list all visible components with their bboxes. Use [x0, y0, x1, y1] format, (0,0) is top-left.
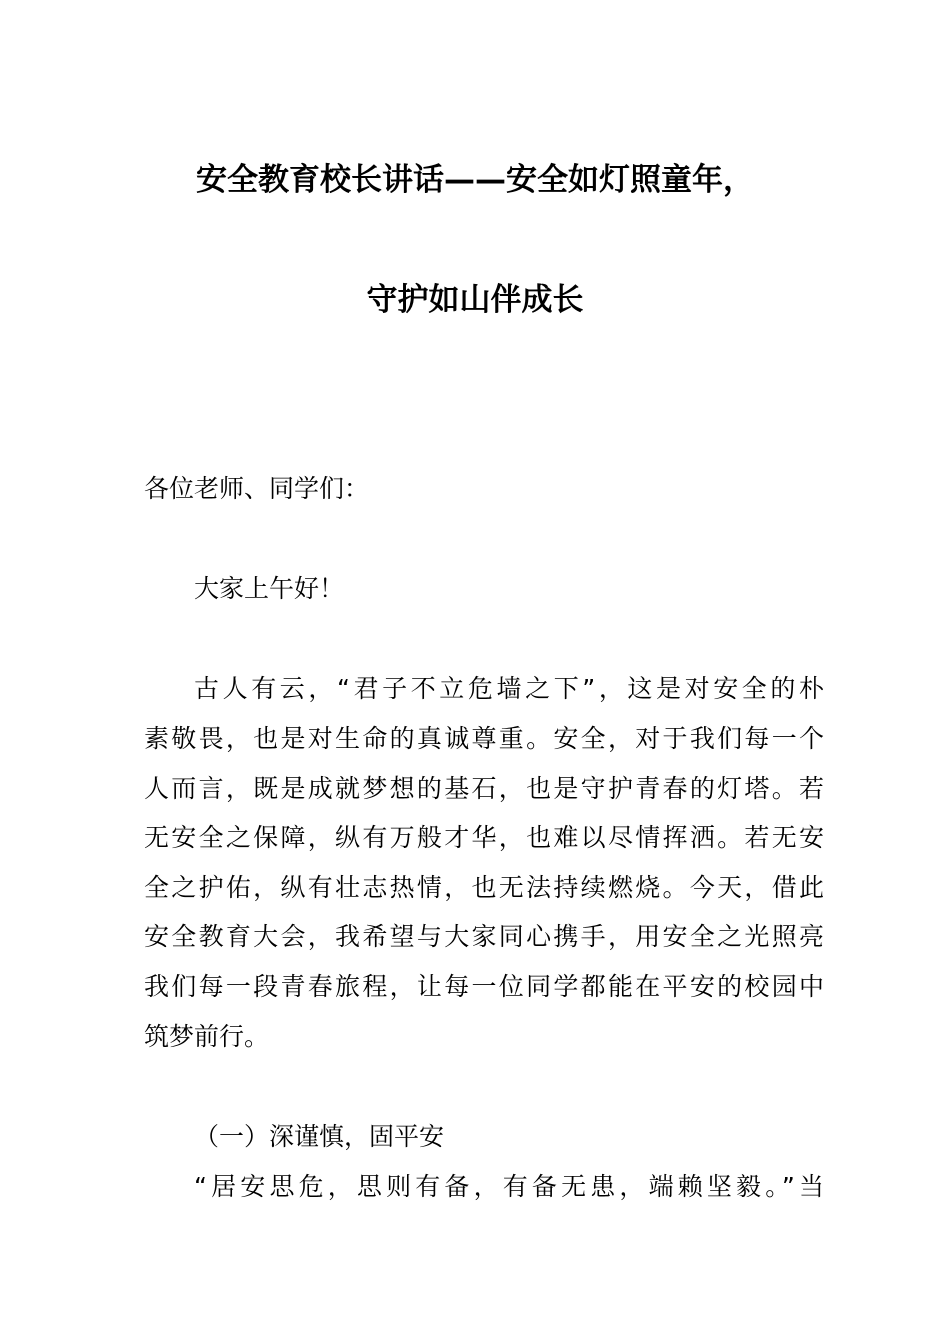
paragraph-line: 筑梦前行。: [144, 1022, 270, 1051]
paragraph-line: 全之护佑，纵有壮志热情，也无法持续燃烧。今天，借此: [144, 873, 824, 902]
paragraph-line: 古人有云，“君子不立危墙之下”，这是对安全的朴: [194, 674, 824, 703]
document-title-line-1: 安全教育校长讲话——安全如灯照童年，: [196, 162, 754, 198]
section-heading: （一）深谨慎，固平安: [194, 1122, 445, 1151]
document-title-line-2: 守护如山伴成长: [366, 282, 584, 318]
paragraph-line: 人而言，既是成就梦想的基石，也是守护青春的灯塔。若: [144, 774, 824, 803]
paragraph-line: 无安全之保障，纵有万般才华，也难以尽情挥洒。若无安: [144, 823, 824, 852]
paragraph-line: 素敬畏，也是对生命的真诚尊重。安全，对于我们每一个: [144, 724, 824, 753]
section-paragraph-line: “居安思危，思则有备，有备无患，端赖坚毅。”当: [194, 1172, 824, 1201]
paragraph-line: 我们每一段青春旅程，让每一位同学都能在平安的校园中: [144, 972, 824, 1001]
paragraph-line: 安全教育大会，我希望与大家同心携手，用安全之光照亮: [144, 922, 824, 951]
salutation: 各位老师、同学们：: [144, 474, 370, 503]
greeting: 大家上午好！: [194, 574, 345, 603]
